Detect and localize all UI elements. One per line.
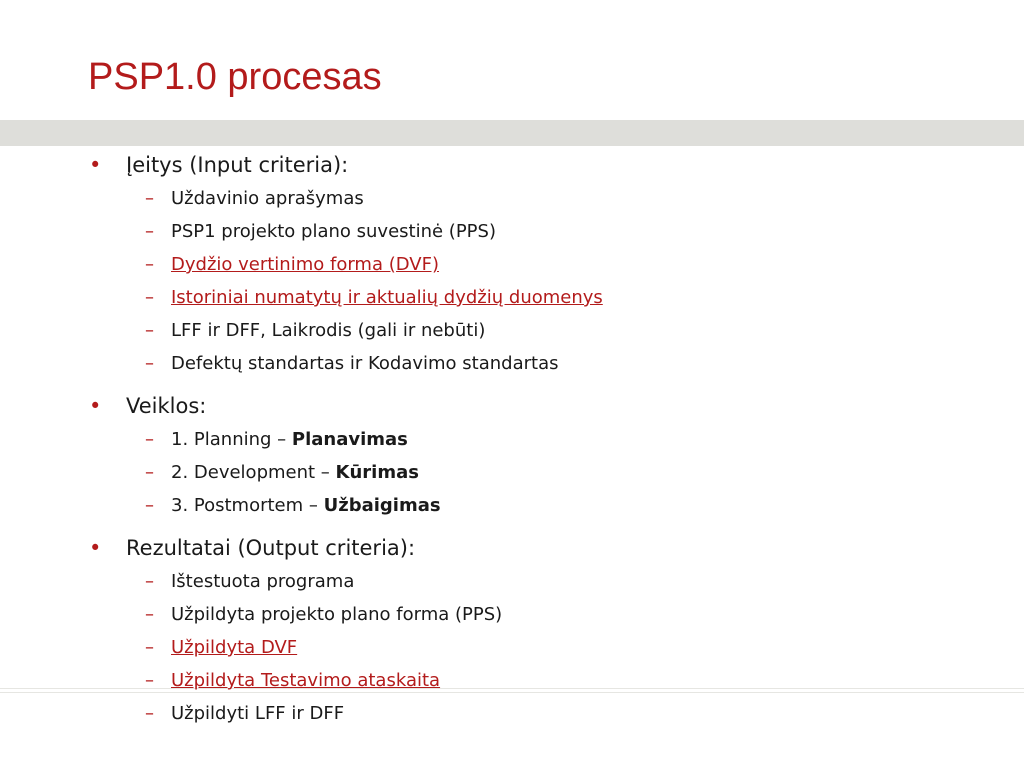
item-text: Užpildyta projekto plano forma (PPS) bbox=[171, 604, 503, 625]
item-bold-text: Kūrimas bbox=[335, 462, 419, 483]
dash-marker: – bbox=[145, 188, 154, 209]
list-item bbox=[171, 318, 485, 344]
item-text: Uždavinio aprašymas bbox=[171, 188, 364, 209]
link-text[interactable]: Istoriniai numatytų ir aktualių dydžių duomenys bbox=[171, 287, 603, 308]
bullet-marker: • bbox=[89, 536, 102, 560]
dash-marker: – bbox=[145, 637, 154, 658]
item-text: 3. Postmortem – bbox=[171, 495, 324, 516]
dash-marker: – bbox=[145, 670, 154, 691]
item-text: Ištestuota programa bbox=[171, 571, 355, 592]
list-item-link[interactable] bbox=[171, 668, 440, 694]
dash-marker: – bbox=[145, 254, 154, 275]
bullet-marker: • bbox=[89, 394, 102, 418]
link-text[interactable]: Užpildyta DVF bbox=[171, 637, 298, 658]
item-text: Defektų standartas ir Kodavimo standartas bbox=[171, 353, 559, 374]
item-text: Užpildyti LFF ir DFF bbox=[171, 703, 345, 724]
dash-marker: – bbox=[145, 287, 154, 308]
dash-marker: – bbox=[145, 221, 154, 242]
list-item bbox=[171, 701, 344, 727]
dash-marker: – bbox=[145, 495, 154, 516]
list-item bbox=[171, 460, 419, 486]
list-item bbox=[171, 602, 502, 628]
list-item bbox=[171, 493, 441, 519]
item-bold-text: Užbaigimas bbox=[323, 495, 441, 516]
dash-marker: – bbox=[145, 571, 154, 592]
item-text: PSP1 projekto plano suvestinė (PPS) bbox=[171, 221, 496, 242]
list-item bbox=[171, 219, 496, 245]
list-item bbox=[171, 427, 408, 453]
list-item-link[interactable] bbox=[171, 635, 297, 661]
link-text[interactable]: Užpildyta Testavimo ataskaita bbox=[171, 670, 441, 691]
list-item bbox=[171, 569, 354, 595]
dash-marker: – bbox=[145, 462, 154, 483]
slide-title: PSP1.0 procesas bbox=[88, 56, 382, 98]
item-text: 1. Planning – bbox=[171, 429, 292, 450]
section-heading: Rezultatai (Output criteria): bbox=[126, 536, 416, 560]
list-item bbox=[171, 186, 364, 212]
dash-marker: – bbox=[145, 604, 154, 625]
link-text[interactable]: Dydžio vertinimo forma (DVF) bbox=[171, 254, 439, 275]
dash-marker: – bbox=[145, 320, 154, 341]
dash-marker: – bbox=[145, 703, 154, 724]
item-text: 2. Development – bbox=[171, 462, 336, 483]
section-heading: Veiklos: bbox=[126, 394, 207, 418]
section-heading: Įeitys (Input criteria): bbox=[126, 153, 349, 177]
list-item-link[interactable] bbox=[171, 252, 439, 278]
dash-marker: – bbox=[145, 429, 154, 450]
bullet-marker: • bbox=[89, 153, 102, 177]
list-item-link[interactable] bbox=[171, 285, 603, 311]
list-item bbox=[171, 351, 559, 377]
item-text: LFF ir DFF, Laikrodis (gali ir nebūti) bbox=[171, 320, 486, 341]
item-bold-text: Planavimas bbox=[291, 429, 408, 450]
dash-marker: – bbox=[145, 353, 154, 374]
